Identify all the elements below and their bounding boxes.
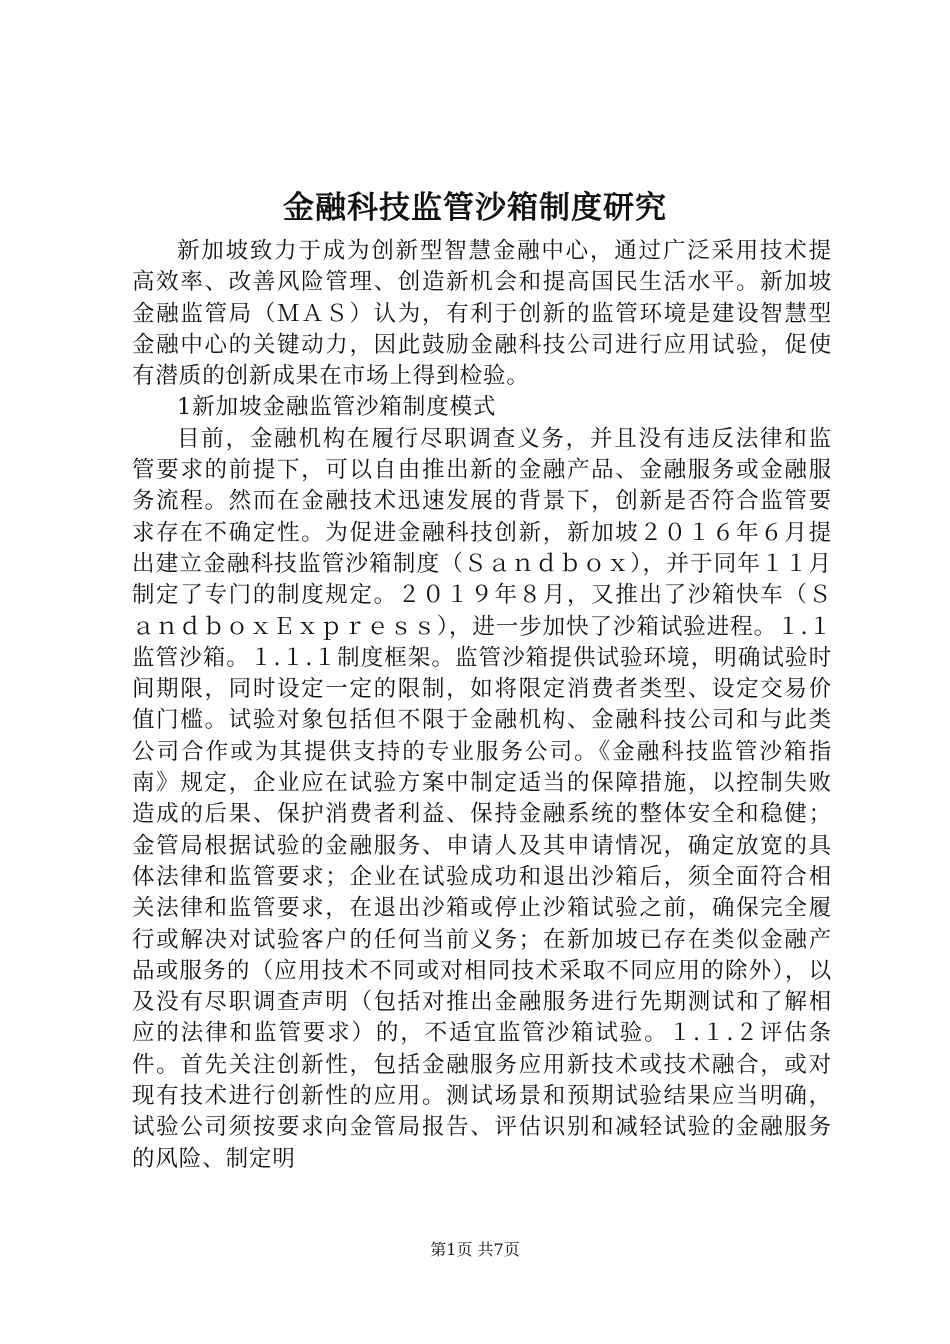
page-footer: 第1页 共7页 <box>430 1240 520 1259</box>
paragraph-intro: 新加坡致力于成为创新型智慧金融中心，通过广泛采用技术提高效率、改善风险管理、创造新机会和提高国民生活水平。新加坡金融监管局（ＭＡＳ）认为，有利于创新的监管环境是建设智慧型金融中心的关键动力，因此鼓励金融科技公司进行应用试验，促使有潜质的创新成果在市场上得到检验。 <box>132 238 832 390</box>
document-title: 金融科技监管沙箱制度研究 <box>283 190 667 226</box>
document-body <box>132 236 832 1175</box>
paragraph-main: 目前，金融机构在履行尽职调查义务，并且没有违反法律和监管要求的前提下，可以自由推出新的金融产品、金融服务或金融服务流程。然而在金融技术迅速发展的背景下，创新是否符合监管要求存在不确定性。为促进金融科技创新，新加坡２０１６年６月提出建立金融科技监管沙箱制度（Ｓａｎｄｂｏｘ），并于同年１１月制定了专门的制度规定。２０１９年８月，又推出了沙箱快车（ＳａｎｄｂｏｘＥｘｐｒｅｓｓ），进一步加快了沙箱试验进程。１.１监管沙箱。１.１.１制度框架。监管沙箱提供试验环境，明确试验时间期限，同时设定一定的限制，如将限定消费者类型、设定交易价值门槛。试验对象包括但不限于金融机构、金融科技公司和与此类公司合作或为其提供支持的专业服务公司。《金融科技监管沙箱指南》规定，企业应在试验方案中制定适当的保障措施，以控制失败造成的后果、保护消费者利益、保持金融系统的整体安全和稳健；金管局根据试验的金融服务、申请人及其申请情况，确定放宽的具体法律和监管要求；企业在试验成功和退出沙箱后，须全面符合相关法律和监管要求，在退出沙箱或停止沙箱试验之前，确保完全履行或解决对试验客户的任何当前义务；在新加坡已存在类似金融产品或服务的（应用技术不同或对相同技术采取不同应用的除外），以及没有尽职调查声明（包括对推出金融服务进行先期测试和了解相应的法律和监管要求）的，不适宜监管沙箱试验。１.１.２评估条件。首先关注创新性，包括金融服务应用新技术或技术融合，或对现有技术进行创新性的应用。测试场景和预期试验结果应当明确，试验公司须按要求向金管局报告、评估识别和减轻试验的金融服务的风险、制定明 <box>132 425 832 1172</box>
section-heading: 1新加坡金融监管沙箱制度模式 <box>177 394 497 421</box>
